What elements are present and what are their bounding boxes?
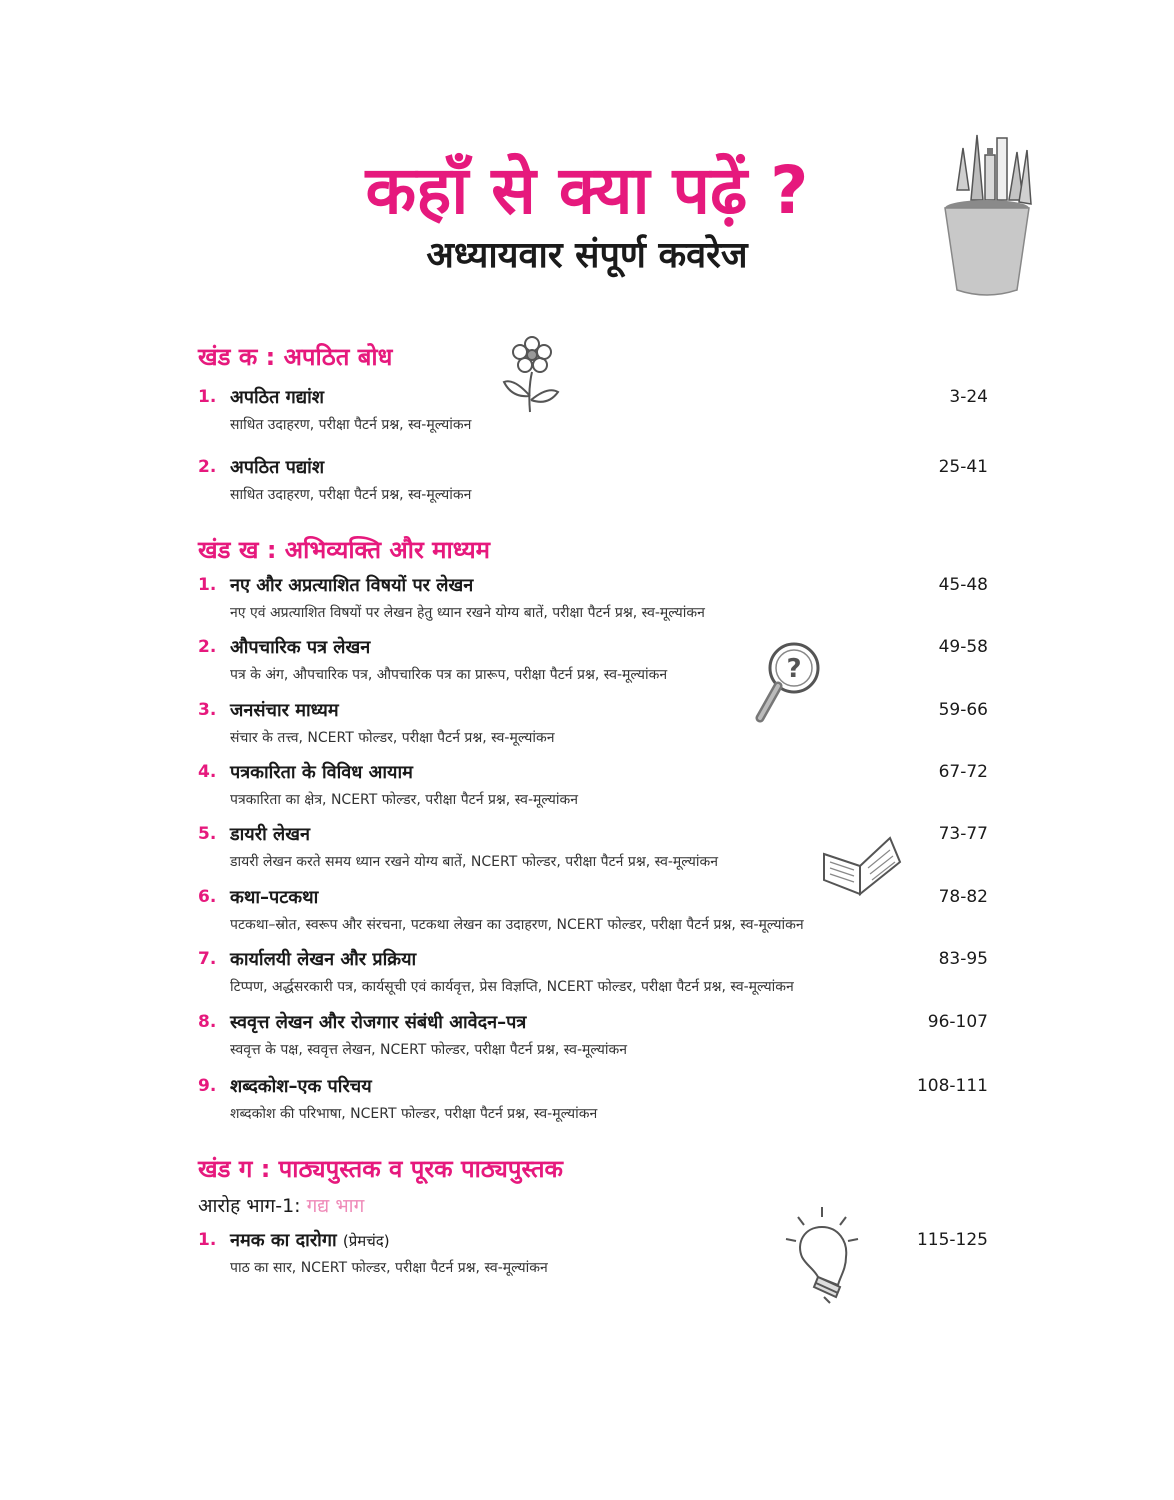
- toc-entry: [198, 1074, 988, 1130]
- entry-description: साधित उदाहरण, परीक्षा पैटर्न प्रश्न, स्व-मूल्यांकन: [230, 487, 472, 503]
- entry-number: 1.: [198, 387, 217, 407]
- entry-description: डायरी लेखन करते समय ध्यान रखने योग्य बातें, NCERT फोल्डर, परीक्षा पैटर्न प्रश्न, स्व-मूल्यांकन: [230, 854, 718, 870]
- toc-entry: [198, 760, 988, 816]
- entry-number: 2.: [198, 637, 217, 657]
- entry-number: 4.: [198, 762, 217, 782]
- entry-description: साधित उदाहरण, परीक्षा पैटर्न प्रश्न, स्व-मूल्यांकन: [230, 417, 472, 433]
- entry-title: शब्दकोश–एक परिचय: [230, 1076, 372, 1097]
- toc-entry: [198, 385, 988, 441]
- lightbulb-icon: [780, 1205, 872, 1305]
- entry-title: कार्यालयी लेखन और प्रक्रिया: [230, 949, 417, 970]
- page-subtitle: अध्यायवार संपूर्ण कवरेज: [426, 235, 748, 276]
- entry-title: डायरी लेखन: [230, 824, 310, 845]
- entry-number: 5.: [198, 824, 217, 844]
- section-heading-ga: खंड ग : पाठ्यपुस्तक व पूरक पाठ्यपुस्तक: [198, 1155, 563, 1183]
- toc-entry: [198, 573, 988, 629]
- toc-entry: [198, 947, 988, 1003]
- entry-pages: 45-48: [938, 575, 988, 595]
- entry-pages: 115-125: [916, 1230, 988, 1250]
- entry-author: (प्रेमचंद): [342, 1232, 390, 1250]
- entry-number: 9.: [198, 1076, 217, 1096]
- entry-title: औपचारिक पत्र लेखन: [230, 637, 371, 658]
- entry-description: शब्दकोश की परिभाषा, NCERT फोल्डर, परीक्षा पैटर्न प्रश्न, स्व-मूल्यांकन: [230, 1106, 598, 1122]
- entry-description: पाठ का सार, NCERT फोल्डर, परीक्षा पैटर्न प्रश्न, स्व-मूल्यांकन: [230, 1260, 548, 1276]
- subsection-accent: गद्य भाग: [306, 1195, 365, 1217]
- entry-title: [230, 1228, 390, 1252]
- entry-description: नए एवं अप्रत्याशित विषयों पर लेखन हेतु ध्यान रखने योग्य बातें, परीक्षा पैटर्न प्रश्न, स्व-मूल्यांकन: [230, 605, 705, 621]
- page-title: कहाँ से क्या पढ़ें ?: [365, 152, 809, 229]
- entry-number: 7.: [198, 949, 217, 969]
- entry-pages: 25-41: [938, 457, 988, 477]
- entry-pages: 108-111: [916, 1076, 988, 1096]
- entry-pages: 49-58: [938, 637, 988, 657]
- toc-entry: [198, 635, 988, 691]
- entry-title: अपठित गद्यांश: [230, 387, 324, 408]
- entry-pages: 3-24: [949, 387, 988, 407]
- entry-description: संचार के तत्त्व, NCERT फोल्डर, परीक्षा पैटर्न प्रश्न, स्व-मूल्यांकन: [230, 730, 555, 746]
- entry-title: नए और अप्रत्याशित विषयों पर लेखन: [230, 575, 474, 596]
- entry-pages: 83-95: [938, 949, 988, 969]
- entry-pages: 59-66: [938, 700, 988, 720]
- entry-description: स्ववृत्त के पक्ष, स्ववृत्त लेखन, NCERT फोल्डर, परीक्षा पैटर्न प्रश्न, स्व-मूल्यांकन: [230, 1042, 628, 1058]
- toc-entry: [198, 455, 988, 511]
- entry-description: पत्रकारिता का क्षेत्र, NCERT फोल्डर, परीक्षा पैटर्न प्रश्न, स्व-मूल्यांकन: [230, 792, 579, 808]
- toc-entry: [198, 698, 988, 754]
- subsection-heading: [198, 1192, 364, 1218]
- entry-title: जनसंचार माध्यम: [230, 700, 339, 721]
- entry-number: 6.: [198, 887, 217, 907]
- entry-title: स्ववृत्त लेखन और रोजगार संबंधी आवेदन–पत्र: [230, 1012, 527, 1033]
- entry-pages: 73-77: [938, 824, 988, 844]
- entry-title: पत्रकारिता के विविध आयाम: [230, 762, 413, 783]
- entry-pages: 96-107: [927, 1012, 988, 1032]
- entry-pages: 67-72: [938, 762, 988, 782]
- entry-title: कथा–पटकथा: [230, 887, 319, 908]
- subsection-label: आरोह भाग-1:: [198, 1195, 301, 1217]
- svg-text:?: ?: [786, 654, 802, 684]
- entry-number: 2.: [198, 457, 217, 477]
- entry-number: 1.: [198, 1230, 217, 1250]
- section-heading-kha: खंड ख : अभिव्यक्ति और माध्यम: [198, 536, 491, 564]
- entry-description: पटकथा–स्रोत, स्वरूप और संरचना, पटकथा लेखन का उदाहरण, NCERT फोल्डर, परीक्षा पैटर्न प्रश्न, स्व-मूल्यांकन: [230, 917, 804, 933]
- entry-pages: 78-82: [938, 887, 988, 907]
- section-heading-ka: खंड क : अपठित बोध: [198, 343, 393, 371]
- entry-description: पत्र के अंग, औपचारिक पत्र, औपचारिक पत्र का प्रारूप, परीक्षा पैटर्न प्रश्न, स्व-मूल्यांकन: [230, 667, 668, 683]
- entry-number: 8.: [198, 1012, 217, 1032]
- toc-entry: [198, 1010, 988, 1066]
- toc-entry: [198, 885, 988, 941]
- entry-title: अपठित पद्यांश: [230, 457, 325, 478]
- entry-number: 3.: [198, 700, 217, 720]
- pencil-cup-icon: [935, 130, 1045, 300]
- entry-number: 1.: [198, 575, 217, 595]
- entry-title-text: नमक का दारोगा: [230, 1230, 337, 1251]
- entry-description: टिप्पण, अर्द्धसरकारी पत्र, कार्यसूची एवं कार्यवृत्त, प्रेस विज्ञप्ति, NCERT फोल्डर, परीक्षा पैटर्न प्रश्न, स्व-मूल्यांकन: [230, 979, 794, 995]
